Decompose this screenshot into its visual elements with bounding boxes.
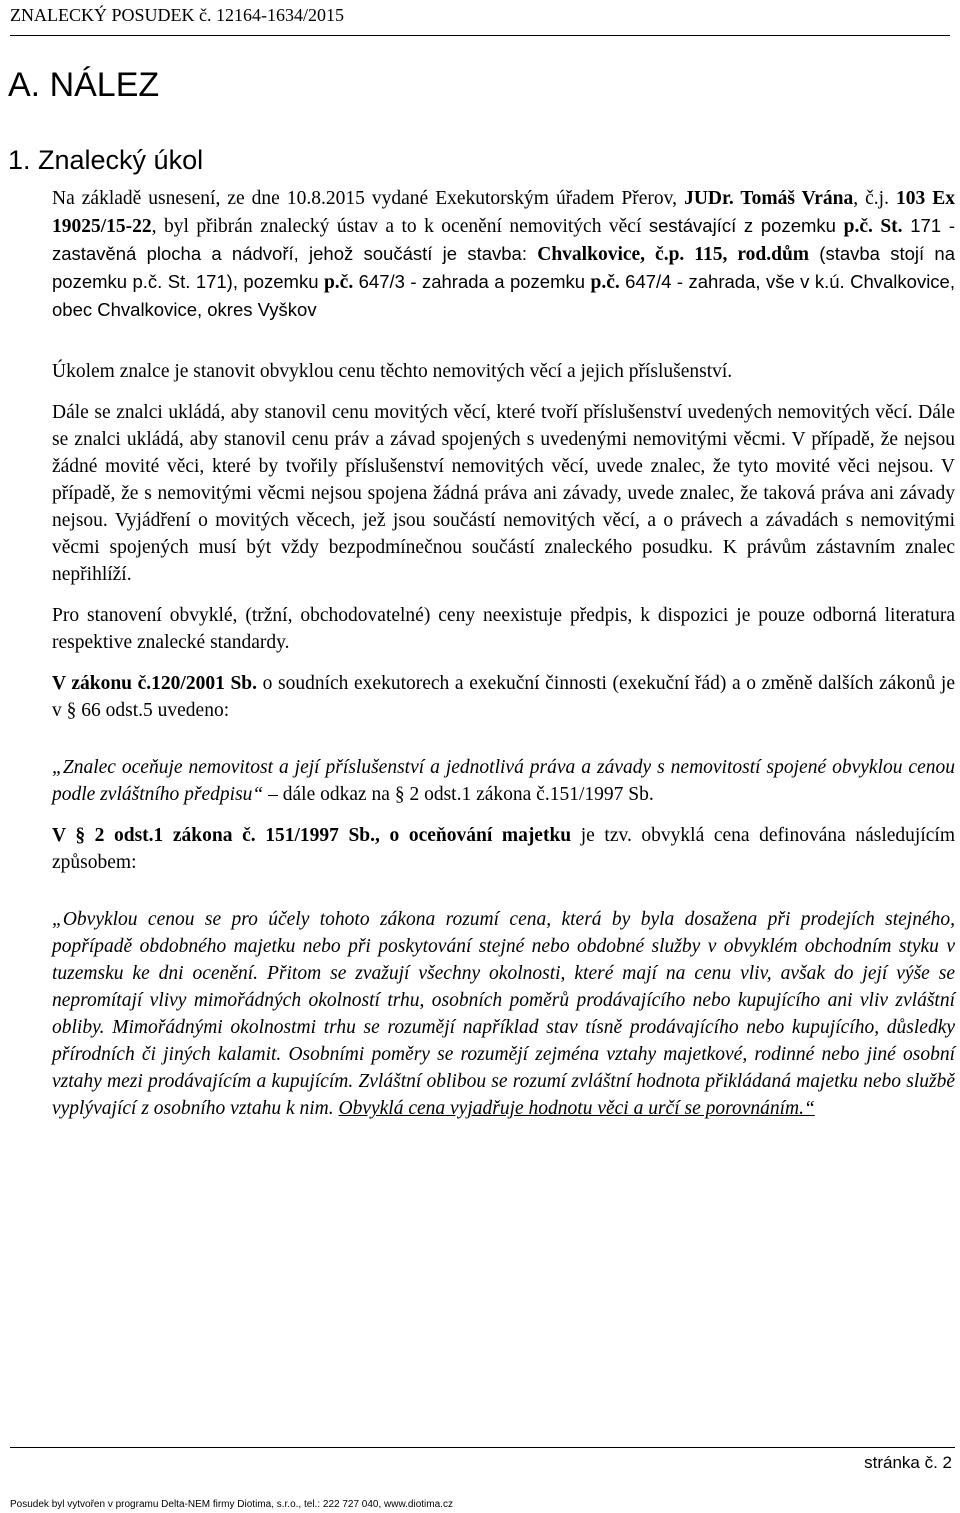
text-run: je tzv. obvyklá cena definována následujícím způsobem:	[52, 825, 956, 873]
paragraph-instructions: Dále se znalci ukládá, aby stanovil cenu movitých věcí, které tvoří příslušenství uvedených nemovitých věcí. Dále se znalci ukládá, aby stanovil cenu práv a závad spojených s uvedenými nemovitými věcmi. V případě, že nejsou žádné movité věci, které by tvořily příslušenství nemovitých věcí, uvede znalec, že tyto movité věci nejsou. V případě, že s nemovitými věcmi nejsou spojena žádná práva ani závady, uvede znalec, že taková práva ani závady nejsou. Vyjádření o movitých věcech, jež jsou součástí nemovitých věcí, a o právech a závadách s nemovitými věcmi spojených musí být vždy bezpodmínečnou součástí znaleckého posudku. K právům zástavním znalec nepřihlíží.	[52, 402, 955, 585]
text-run: 647/4 - zahrada, vše v k.ú. Chvalkovice, obec Chvalkovice, okres Vyškov	[52, 271, 955, 320]
bold-run: JUDr. Tomáš Vrána	[684, 188, 854, 209]
italic-run: „Znalec oceňuje nemovitost a její příslušenství a jednotlivá práva a závady s nemovitostí spojené obvyklou cenou podle zvláštního předpisu“	[52, 757, 955, 805]
text-run: , byl přibrán znalecký ústav a to k ocenění nemovitých věcí	[151, 216, 649, 237]
text-run: , č.j.	[853, 188, 896, 209]
text-run: (stavba stojí na pozemku p.č. St. 171), pozemku	[52, 243, 956, 292]
paragraph-market-price: Pro stanovení obvyklé, (tržní, obchodovatelné) ceny neexistuje předpis, k dispozici je pouze odborná literatura respektive znalecké standardy.	[52, 605, 955, 653]
paragraph-quote-2	[52, 906, 955, 1122]
bold-run: V § 2 odst.1 zákona č. 151/1997 Sb., o oceňování majetku	[52, 825, 572, 846]
footer-note: Posudek byl vytvořen v programu Delta-NEM firmy Diotima, s.r.o., tel.: 222 727 040, www.diotima.cz	[10, 1499, 453, 1510]
paragraph-assignment	[52, 185, 955, 324]
underlined-run: Obvyklá cena vyjadřuje hodnotu věci a určí se porovnáním.“	[338, 1098, 815, 1119]
text-run: sestávající z pozemku	[648, 215, 844, 236]
bold-run: p.č.	[590, 272, 620, 293]
paragraph-law-reference	[52, 670, 955, 724]
paragraph-task: Úkolem znalce je stanovit obvyklou cenu těchto nemovitých věcí a jejich příslušenství.	[52, 361, 733, 382]
bold-run: p.č.	[323, 272, 354, 293]
text-run: Na základě usnesení, ze dne 10.8.2015 vydané Exekutorským úřadem Přerov,	[52, 188, 685, 209]
bold-run: Chvalkovice, č.p. 115, rod.dům	[537, 244, 810, 265]
document-header: ZNALECKÝ POSUDEK č. 12164-1634/2015	[10, 5, 950, 36]
section-title: A. NÁLEZ	[8, 66, 160, 104]
text-run: 171 - zastavěná plocha a nádvoří, jehož součástí je stavba:	[52, 215, 955, 264]
paragraph-definition-intro	[52, 822, 955, 876]
bold-run: p.č. St.	[843, 216, 903, 237]
page-number: stránka č. 2	[864, 1453, 952, 1472]
footer-divider	[10, 1447, 955, 1448]
paragraph-quote-1	[52, 754, 955, 808]
bold-run: V zákonu č.120/2001 Sb.	[52, 673, 258, 694]
text-run: o soudních exekutorech a exekuční činnosti (exekuční řád) a o změně dalších zákonů je v § 66 odst.5 uvedeno:	[52, 673, 956, 721]
subsection-title: 1. Znalecký úkol	[8, 145, 204, 175]
text-run: 647/3 - zahrada a pozemku	[353, 271, 591, 292]
document-body	[52, 185, 955, 1122]
bold-run: 103 Ex 19025/15-22	[52, 188, 955, 237]
text-run: – dále odkaz na § 2 odst.1 zákona č.151/1997 Sb.	[263, 784, 654, 805]
italic-run: „Obvyklou cenou se pro účely tohoto zákona rozumí cena, která by byla dosažena při prodejích stejného, popřípadě obdobného majetku nebo při poskytování stejné nebo obdobné služby v obvyklém obchodním styku v tuzemsku ke dni ocenění. Přitom se zvažují všechny okolnosti, které mají na cenu vliv, avšak do její výše se nepromítají vlivy mimořádných okolností trhu, osobních poměrů prodávajícího nebo kupujícího ani vliv zvláštní obliby. Mimořádnými okolnostmi trhu se rozumějí například stav tísně prodávajícího nebo kupujícího, důsledky přírodních či jiných kalamit. Osobními poměry se rozumějí zejména vztahy majetkové, rodinné nebo jiné osobní vztahy mezi prodávajícím a kupujícím. Zvláštní oblibou se rozumí zvláštní hodnota přikládaná majetku nebo službě vyplývající z osobního vztahu k nim.	[52, 909, 955, 1119]
